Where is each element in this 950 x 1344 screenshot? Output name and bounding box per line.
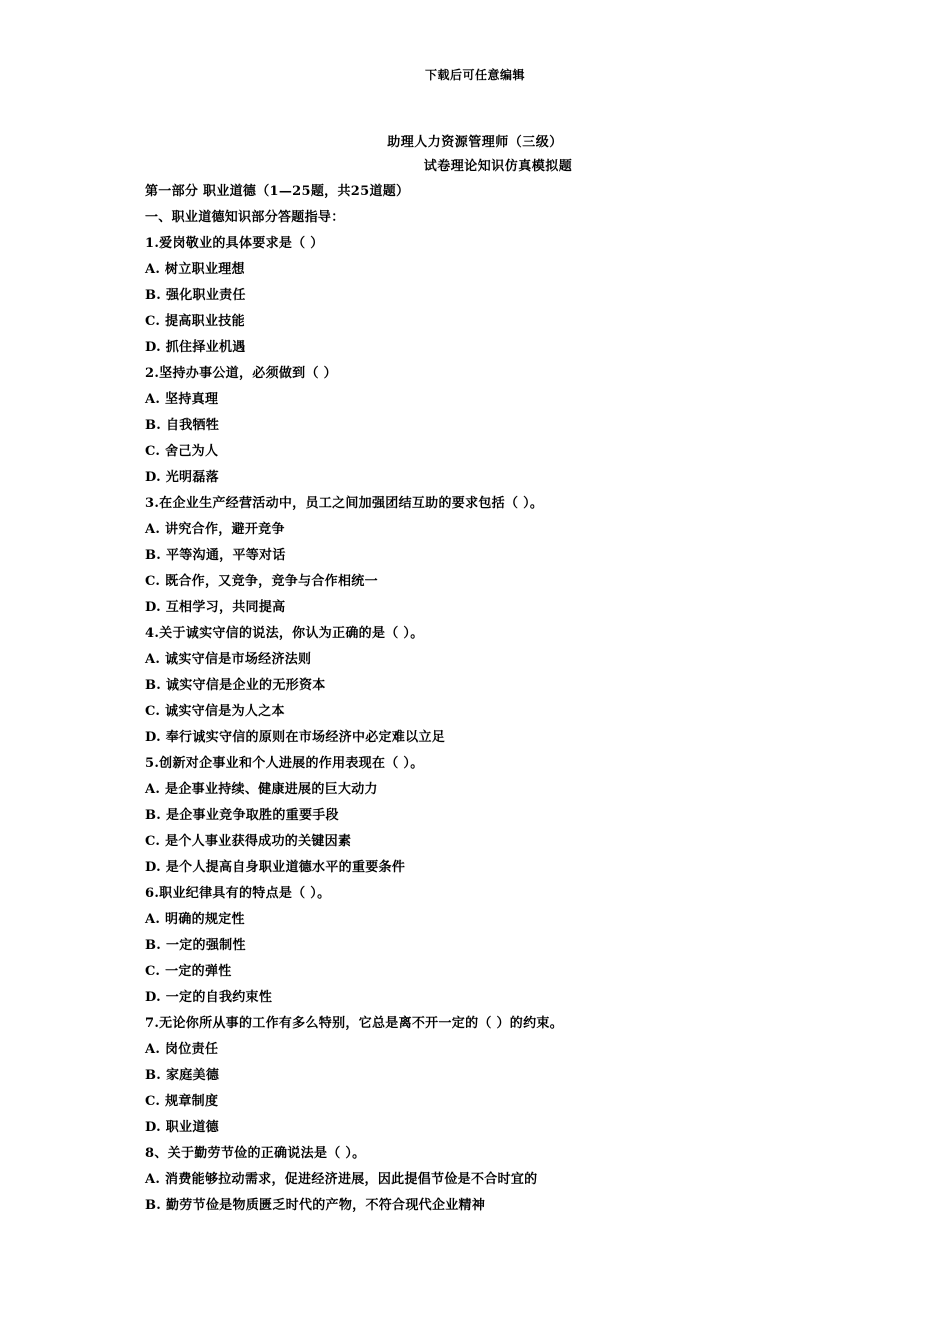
header-note: 下载后可任意编辑 [424, 68, 525, 82]
answer-option: C. 提高职业技能 [145, 314, 245, 329]
answer-option: D. 互相学习，共同提高 [145, 600, 286, 615]
answer-option: D. 是个人提高自身职业道德水平的重要条件 [145, 860, 406, 875]
question-text: 1.爱岗敬业的具体要求是（ ） [145, 236, 324, 251]
answer-option: B. 家庭美德 [145, 1068, 220, 1083]
section-heading: 第一部分 职业道德（1—25题，共25道题） [145, 184, 410, 199]
answer-option: B. 强化职业责任 [145, 288, 246, 303]
answer-option: A. 岗位责任 [145, 1042, 219, 1057]
document-title [0, 131, 950, 179]
answer-option: A. 树立职业理想 [145, 262, 245, 277]
answer-option: C. 规章制度 [145, 1094, 219, 1109]
answer-option: A. 明确的规定性 [145, 912, 245, 927]
answer-option: D. 职业道德 [145, 1120, 219, 1135]
answer-option: D. 光明磊落 [145, 470, 219, 485]
question-text: 3.在企业生产经营活动中，员工之间加强团结互助的要求包括（ ）。 [145, 496, 544, 511]
answer-option: D. 抓住择业机遇 [145, 340, 246, 355]
question-text: 6.职业纪律具有的特点是（ ）。 [145, 886, 331, 901]
answer-option: B. 勤劳节俭是物质匮乏时代的产物，不符合现代企业精神 [145, 1198, 486, 1213]
answer-option: B. 自我牺牲 [145, 418, 220, 433]
answer-option: B. 诚实守信是企业的无形资本 [145, 678, 326, 693]
answer-option: D. 奉行诚实守信的原则在市场经济中必定难以立足 [145, 730, 446, 745]
question-text: 7.无论你所从事的工作有多么特别，它总是离不开一定的（ ）的约束。 [145, 1016, 563, 1031]
answer-option: A. 消费能够拉动需求，促进经济进展，因此提倡节俭是不合时宜的 [145, 1172, 538, 1187]
answer-option: C. 一定的弹性 [145, 964, 232, 979]
answer-option: A. 讲究合作，避开竞争 [145, 522, 285, 537]
answer-option: B. 平等沟通，平等对话 [145, 548, 286, 563]
answer-option: A. 诚实守信是市场经济法则 [145, 652, 312, 667]
answer-option: C. 舍己为人 [145, 444, 219, 459]
question-text: 2.坚持办事公道，必须做到（ ） [145, 366, 337, 381]
answer-option: A. 坚持真理 [145, 392, 219, 407]
answer-option: D. 一定的自我约束性 [145, 990, 273, 1005]
question-text: 5.创新对企事业和个人进展的作用表现在（ ）。 [145, 756, 424, 771]
answer-option: C. 既合作，又竞争，竞争与合作相统一 [145, 574, 378, 589]
answer-option: B. 一定的强制性 [145, 938, 246, 953]
answer-option: C. 诚实守信是为人之本 [145, 704, 285, 719]
answer-option: A. 是企事业持续、健康进展的巨大动力 [145, 782, 378, 797]
question-text: 8、关于勤劳节俭的正确说法是（ ）。 [145, 1146, 366, 1161]
title-line-2: 试卷理论知识仿真模拟题 [423, 159, 573, 174]
question-text: 4.关于诚实守信的说法，你认为正确的是（ ）。 [145, 626, 424, 641]
answer-option: B. 是企事业竞争取胜的重要手段 [145, 808, 339, 823]
title-line-1: 助理人力资源管理师（三级） [387, 135, 563, 150]
document-body [145, 179, 865, 1219]
answer-option: C. 是个人事业获得成功的关键因素 [145, 834, 352, 849]
subsection-heading: 一、职业道德知识部分答题指导： [145, 210, 345, 225]
